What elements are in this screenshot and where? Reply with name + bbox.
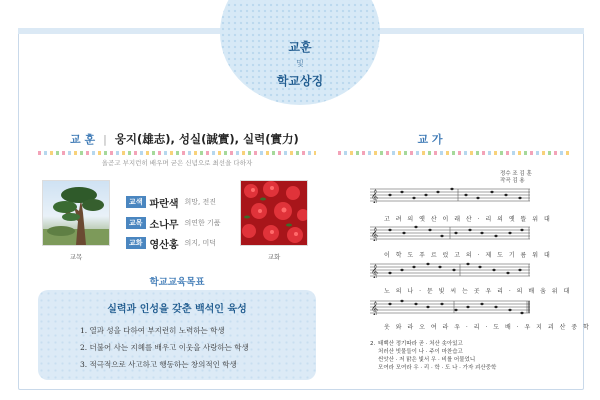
symbol-desc: 의지, 미덕 bbox=[184, 239, 217, 247]
azalea-flower-photo bbox=[240, 180, 308, 246]
svg-text:𝄞: 𝄞 bbox=[371, 189, 379, 203]
motto-description: 올곧고 부지런히 배우며 굳은 신념으로 최선을 다하자 bbox=[101, 159, 253, 167]
song-credits bbox=[500, 171, 532, 185]
music-staff bbox=[370, 187, 530, 203]
dotted-divider-left bbox=[38, 151, 316, 155]
goal-item: 1. 열과 성을 다하여 부지런히 노력하는 학생 bbox=[80, 326, 225, 335]
page-title-line1: 교훈 bbox=[288, 40, 312, 54]
motto-label: 교 훈 bbox=[70, 133, 96, 146]
song-credit-line: 정수 조 김 훈 bbox=[500, 171, 532, 177]
symbol-name: 소나무 bbox=[149, 219, 179, 231]
symbol-name: 영산홍 bbox=[149, 239, 179, 251]
symbol-desc: 의연한 기품 bbox=[184, 219, 221, 227]
symbol-name: 파란색 bbox=[149, 198, 179, 210]
symbol-row-tree bbox=[126, 216, 221, 230]
pine-tree-photo bbox=[42, 180, 110, 246]
goal-item: 2. 더불어 사는 지혜를 배우고 이웃을 사랑하는 학생 bbox=[80, 343, 249, 352]
flower-caption: 교화 bbox=[267, 253, 281, 261]
verse-line: 태백산 정기따라 곧 · 처산 솟아있고 bbox=[378, 341, 463, 347]
music-staff bbox=[370, 262, 530, 278]
motto-separator: | bbox=[103, 133, 107, 146]
page-title-conjunction: 및 bbox=[296, 59, 304, 68]
svg-text:𝄞: 𝄞 bbox=[371, 264, 379, 278]
symbol-row-color bbox=[126, 195, 216, 209]
music-staff bbox=[370, 299, 530, 315]
song-lyric-line: 고 려 의 옛 산 이 래 산 · 리 의 옛 뜰 위 대 bbox=[384, 216, 552, 223]
symbol-tag: 교화 bbox=[126, 237, 146, 249]
symbol-tag: 교목 bbox=[126, 217, 146, 229]
goal-item: 3. 적극적으로 사고하고 행동하는 창의적인 학생 bbox=[80, 360, 237, 369]
verse-line: 처러산 빗물들이 나 · 주이 마찬습고 bbox=[378, 349, 463, 355]
symbol-row-flower bbox=[126, 236, 216, 250]
motto-row bbox=[70, 131, 299, 147]
tree-caption: 교목 bbox=[69, 253, 83, 261]
music-staff bbox=[370, 225, 530, 241]
song-lyric-line: 웃 와 라 오 여 라 우 · 리 · 도 배 · 우 지 괴 산 중 학 bbox=[384, 324, 591, 331]
page-title-line2: 학교상징 bbox=[276, 74, 324, 88]
motto-text: 웅지(雄志), 성실(誠實), 실력(實力) bbox=[114, 132, 299, 146]
song-credit-line: 작곡 김 용 bbox=[500, 178, 525, 184]
education-goals-title: 실력과 인성을 갖춘 백석인 육성 bbox=[107, 304, 247, 315]
song-lyric-line: 이 학 도 푸 르 렀 고 의 · 제 도 기 름 워 대 bbox=[384, 252, 552, 259]
dotted-divider-right bbox=[338, 151, 570, 155]
symbol-desc: 희망, 전진 bbox=[184, 198, 217, 206]
education-goals-heading: 학교교육목표 bbox=[149, 277, 205, 288]
song-lyric-line: 노 의 나 · 문 빛 씨 는 곳 우 리 · 의 배 움 위 대 bbox=[384, 288, 572, 295]
verse-line: 모여라 모여라 우 · 리 · 학 · 도 나 · 가자 괴산중학 bbox=[378, 365, 497, 371]
verse-number: 2. bbox=[370, 341, 376, 347]
verse-line: 씬앗산 · 저 맑은 빛서 우 · 비를 어물었니 bbox=[378, 357, 476, 363]
svg-text:𝄞: 𝄞 bbox=[371, 227, 379, 241]
school-song-heading: 교 가 bbox=[417, 133, 443, 146]
symbol-tag: 교색 bbox=[126, 196, 146, 208]
svg-text:𝄞: 𝄞 bbox=[371, 301, 379, 315]
